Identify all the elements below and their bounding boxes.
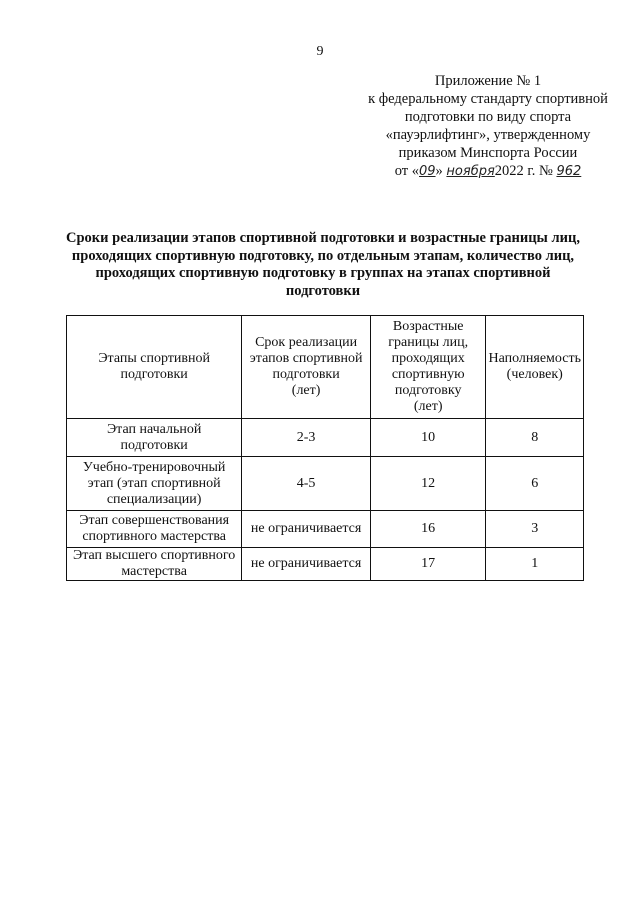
title-line: Сроки реализации этапов спортивной подготовки и возрастные границы лиц,: [66, 230, 580, 246]
cell-duration: 4-5: [242, 457, 371, 511]
cell-stage: [67, 419, 242, 457]
header-text: Срок реализации: [255, 335, 358, 350]
cell-stage: [67, 511, 242, 548]
header-text: Возрастные: [392, 319, 464, 334]
handwritten-month: ноября: [446, 164, 495, 179]
header-text: (лет): [413, 399, 443, 414]
order-date-line: [340, 162, 636, 181]
page-number: 9: [316, 44, 324, 59]
appendix-line: Приложение № 1: [434, 73, 542, 89]
table-header-row: [67, 316, 584, 419]
cell-age: 12: [370, 457, 486, 511]
document-title: [56, 230, 590, 300]
cell-text: этап (этап спортивной: [87, 475, 221, 491]
cell-stage: [67, 457, 242, 511]
title-line: подготовки: [285, 282, 361, 299]
header-text: (лет): [291, 383, 321, 398]
header-text: проходящих: [391, 351, 465, 366]
header-text: спортивную: [391, 367, 465, 382]
date-prefix: от «: [394, 163, 419, 179]
header-text: (человек): [506, 367, 563, 382]
cell-text: спортивного мастерства: [82, 529, 226, 544]
cell-text: Этап высшего спортивного: [73, 548, 236, 563]
table-row: [67, 548, 584, 581]
cell-text: Учебно-тренировочный: [82, 459, 226, 475]
appendix-line: «пауэрлифтинг», утвержденному: [385, 127, 591, 143]
header-text: этапов спортивной: [249, 351, 363, 366]
cell-duration: 2-3: [242, 419, 371, 457]
date-year: 2022 г. №: [494, 163, 553, 179]
stages-table: [66, 315, 584, 581]
header-stage: [67, 316, 242, 419]
cell-text: специализации): [106, 491, 202, 507]
table-row: [67, 511, 584, 548]
cell-age: 16: [370, 511, 486, 548]
cell-text: мастерства: [121, 564, 187, 579]
header-text: подготовки: [272, 367, 340, 382]
cell-duration: не ограничивается: [242, 548, 371, 581]
handwritten-day: 09: [419, 164, 436, 179]
cell-duration: не ограничивается: [242, 511, 371, 548]
table-row: [67, 457, 584, 511]
cell-age: 10: [370, 419, 486, 457]
cell-size: 6: [486, 457, 584, 511]
handwritten-order-number: 962: [556, 164, 582, 179]
header-duration: [242, 316, 371, 419]
appendix-line: к федеральному стандарту спортивной: [368, 91, 608, 107]
header-text: подготовку: [394, 383, 462, 398]
cell-text: Этап начальной: [106, 421, 202, 437]
cell-age: 17: [370, 548, 486, 581]
header-text: границы лиц,: [388, 335, 469, 350]
appendix-line: приказом Минспорта России: [398, 145, 578, 161]
header-size: [486, 316, 584, 419]
cell-size: 3: [486, 511, 584, 548]
cell-stage: [67, 548, 242, 581]
cell-size: 8: [486, 419, 584, 457]
header-text: подготовки: [120, 367, 188, 382]
table-row: [67, 419, 584, 457]
title-line: проходящих спортивную подготовку, по отдельным этапам, количество лиц,: [71, 247, 575, 264]
header-age: [370, 316, 486, 419]
appendix-line: подготовки по виду спорта: [404, 109, 572, 125]
cell-text: Этап совершенствования: [79, 513, 230, 528]
header-text: Этапы спортивной: [98, 351, 210, 366]
date-mid: »: [435, 163, 443, 179]
cell-text: подготовки: [120, 437, 188, 453]
cell-size: 1: [486, 548, 584, 581]
title-line: проходящих спортивную подготовку в группах на этапах спортивной: [95, 265, 551, 281]
header-text: Наполняемость: [488, 351, 581, 366]
appendix-block: [340, 72, 636, 181]
